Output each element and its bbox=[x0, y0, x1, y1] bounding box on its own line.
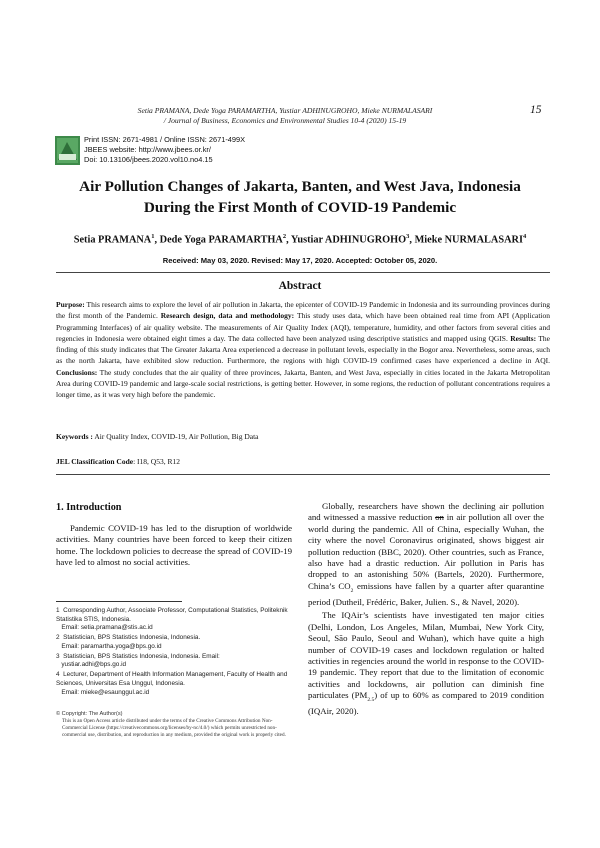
jel-classification bbox=[56, 457, 550, 466]
running-header-journal: / Journal of Business, Economics and Environmental Studies 10-4 (2020) 15-19 bbox=[163, 116, 407, 125]
footnote-text: Corresponding Author, Associate Professor, Computational Statistics, Politeknik Statistika STIS, Indonesia. bbox=[56, 607, 288, 623]
jel-label: JEL Classification Code bbox=[56, 457, 134, 466]
author-sup: 3 bbox=[406, 233, 410, 240]
license-text: This is an Open Access article distributed under the terms of the Creative Commons Attribution Non-Commercial License (https://creativecommons.org/licenses/by-nc/4.0/) which permits unrestricted non-commercial use, distribution, and reproduction in any medium, provided the original work is properly cited. bbox=[62, 718, 286, 738]
author-sup: 1 bbox=[151, 233, 155, 240]
text-run: ) of up to 60% as compared to 2019 condition (IQAir, 2020). bbox=[308, 690, 544, 717]
paragraph bbox=[308, 610, 544, 717]
text-run: Globally, researchers have shown the declining air pollution and witnessed a massive reduction bbox=[308, 501, 544, 523]
footnote-number: 2 bbox=[56, 634, 60, 642]
purpose-text: This research aims to explore the level of air pollution in Jakarta, the epicenter of COVID-19 Pandemic in Indonesia and its surrounding provinces during the first month of the Pandemic. bbox=[56, 300, 550, 321]
left-column bbox=[56, 523, 292, 569]
running-header bbox=[90, 106, 480, 126]
page-number: 15 bbox=[530, 104, 542, 116]
divider bbox=[56, 474, 550, 475]
website-line[interactable]: JBEES website: http://www.jbees.or.kr/ bbox=[84, 145, 211, 154]
journal-logo-icon bbox=[55, 136, 80, 165]
footnote-email[interactable]: Email: mieke@esaunggul.ac.id bbox=[61, 688, 150, 696]
author-sup: 4 bbox=[522, 233, 527, 240]
footnote-text: Statistician, BPS Statistics Indonesia, Indonesia. Email: bbox=[63, 652, 220, 660]
running-header-authors: Setia PRAMANA, Dede Yoga PARAMARTHA, Yustiar ADHINUGROHO, Mieke NURMALASARI bbox=[137, 106, 433, 115]
divider bbox=[56, 272, 550, 273]
jel-text: : I18, Q53, R12 bbox=[133, 457, 180, 466]
doi-line[interactable]: Doi: 10.13106/jbees.2020.vol10.no4.15 bbox=[84, 155, 213, 164]
footnote bbox=[56, 653, 292, 670]
author-name: Dede Yoga PARAMARTHA bbox=[159, 234, 283, 246]
copyright-notice bbox=[56, 711, 292, 738]
footnote-number: 1 bbox=[56, 607, 60, 614]
conclusions-text: The study concludes that the air quality of three provinces, Jakarta, Banten, and West Java, especially in cities located in the Jakarta Metropolitan Area during COVID-19 pandemic and large-scale social restrictions, is getting better. However, in some regions, the reduction of pollutant concentrations requires a longer time, as it was very high before the pandemic. bbox=[56, 367, 550, 400]
author-list: Setia PRAMANA$^1$, Dede Yoga PARAMARTHA$^2$, Yustiar ADHINUGROHO$^3$, Mieke NURMALASARI$^4$ bbox=[73, 233, 527, 246]
keywords-text: Air Quality Index, COVID-19, Air Pollution, Big Data bbox=[92, 432, 259, 441]
subscript: 2 bbox=[350, 587, 354, 594]
keywords-label: Keywords : bbox=[56, 432, 93, 441]
author-name: Yustiar ADHINUGROHO bbox=[290, 234, 407, 246]
section-heading: 1. Introduction bbox=[56, 502, 122, 513]
paper-title bbox=[40, 176, 560, 218]
footnote-divider bbox=[56, 601, 182, 602]
footnote bbox=[56, 634, 292, 651]
author-sup: 2 bbox=[282, 233, 287, 240]
footnote-text: Statistician, BPS Statistics Indonesia, Indonesia. bbox=[63, 634, 201, 642]
struck-text: on bbox=[435, 512, 444, 523]
results-text: The finding of this study indicates that The Greater Jakarta Area experienced a decrease in pollutant levels, especially in the Bogor area. Nevertheless, some areas, such as the north Jakarta, have exhibited slow reduction. Furthermore, the regions with high COVID-19 confirmed cases have experienced a decline in AQI. bbox=[56, 333, 550, 366]
footnote bbox=[56, 671, 292, 697]
abstract-heading: Abstract bbox=[278, 280, 322, 292]
purpose-label: Purpose: bbox=[56, 300, 85, 309]
keywords bbox=[56, 432, 550, 441]
abstract-body bbox=[56, 299, 550, 401]
footnote-text: Lecturer, Department of Health Information Management, Faculty of Health and Sciences, Universitas Esa Unggul, Indonesia. bbox=[56, 671, 288, 687]
design-text: This study uses data, which have been obtained real time from API (Application Programming Interfaces) of air quality website. The measurements of Air Quality Index (AQI), temperature, humidity, and other factors from several cities and regencies in Indonesia were obtained eight times a day. The data collected have been analyzed using descriptive statistics and mapped using QGIS. bbox=[56, 311, 550, 343]
design-label: Research design, data and methodology: bbox=[160, 311, 295, 321]
text-run: emissions have fallen by a quarter after quarantine period (Dutheil, Frédéric, Baker, Julien. S., & Navel, 2020). bbox=[308, 580, 544, 607]
author-name: Setia PRAMANA bbox=[73, 234, 152, 246]
footnote-number: 3 bbox=[56, 652, 60, 660]
issn-line: Print ISSN: 2671-4981 / Online ISSN: 2671-499X bbox=[84, 135, 246, 144]
footnotes bbox=[56, 607, 292, 699]
footnote-number: 4 bbox=[56, 671, 60, 679]
copyright-line: © Copyright: The Author(s) bbox=[56, 711, 123, 717]
issn-block bbox=[84, 135, 245, 165]
footnote bbox=[56, 607, 292, 633]
author-name: Mieke NURMALASARI bbox=[414, 234, 523, 246]
results-label: Results: bbox=[510, 333, 537, 343]
paragraph bbox=[308, 501, 544, 608]
received-dates: Received: May 03, 2020. Revised: May 17, 2020. Accepted: October 05, 2020. bbox=[162, 256, 438, 265]
text-run: The IQAir’s scientists have investigated ten major cities (Delhi, London, Los Angeles, Milan, Mumbai, New York City, Seoul, São Paulo, Seoul and Wuhan), which have quite a high number of COVID-19 cases and lockdown regulation or halted activities in regencies around the world in response to the COVID-19 pandemic. They report that due to the limitation of economic activities and lockdowns, air pollution can diminish fine particulates (PM bbox=[308, 610, 544, 701]
footnote-email[interactable]: Email: setia.pramana@stis.ac.id bbox=[61, 624, 153, 632]
paragraph: Pandemic COVID-19 has led to the disruption of worldwide activities. Many countries have been forced to keep their citizen home. The lockdown policies to decrease the spread of COVID-19 have led to almost no social activities. bbox=[56, 523, 292, 568]
text-run: in air pollution all over the world during the pandemic. All of China, especially Wuhan, the city where the novel Coronavirus originated, shows biggest air pollution reduction (BBC, 2020). Other countries, such as France, also have had a drastic reduction. Air pollution in Paris has dropped to an astonishing 50% (Bartels, 2020). Furthermore, China’s CO bbox=[308, 512, 544, 591]
subscript: 2.5 bbox=[367, 697, 375, 703]
title-line-2: During the First Month of COVID-19 Pandemic bbox=[143, 199, 457, 216]
footnote-email[interactable]: yustiar.adhi@bps.go.id bbox=[61, 661, 127, 669]
title-line-1: Air Pollution Changes of Jakarta, Banten, and West Java, Indonesia bbox=[79, 178, 521, 195]
footnote-email[interactable]: Email: paramartha.yoga@bps.go.id bbox=[61, 642, 162, 650]
right-column bbox=[308, 501, 544, 718]
conclusions-label: Conclusions: bbox=[56, 367, 98, 377]
